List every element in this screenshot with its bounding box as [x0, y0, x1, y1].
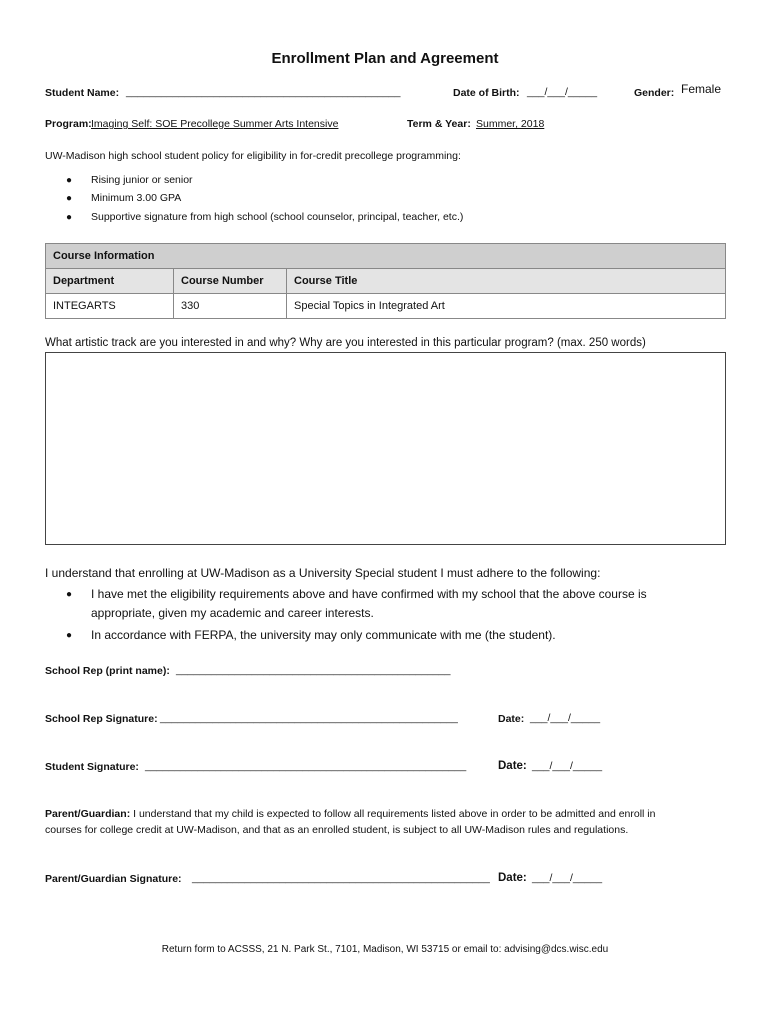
- table-cell: INTEGARTS: [46, 294, 174, 319]
- term-value: Summer, 2018: [476, 118, 545, 130]
- answer-textarea[interactable]: [45, 352, 726, 545]
- eligibility-item: Minimum 3.00 GPA: [91, 192, 182, 204]
- eligibility-item: Supportive signature from high school (school counselor, principal, teacher, etc.): [91, 211, 464, 223]
- bullet-icon: ●: [66, 589, 73, 600]
- parent-label: Parent/Guardian:: [45, 808, 131, 820]
- table-row: [46, 294, 726, 319]
- agreement-item: I have met the eligibility requirements above and have confirmed with my school that the above course is: [91, 587, 647, 601]
- student-name-label: Student Name:: [45, 87, 120, 99]
- table-cell: Special Topics in Integrated Art: [287, 294, 726, 319]
- date-label: Date:: [498, 760, 527, 772]
- page-title: Enrollment Plan and Agreement: [271, 50, 499, 67]
- agreement-item-continued: appropriate, given my academic and career interests.: [91, 606, 374, 620]
- footer-text: Return form to ACSSS, 21 N. Park St., 7101, Madison, WI 53715 or email to: advising@dcs.wisc.edu: [161, 944, 609, 955]
- bullet-icon: ●: [66, 175, 73, 186]
- parent-text: I understand that my child is expected to follow all requirements listed above in order to be admitted and enroll in: [130, 808, 656, 820]
- agreement-item: In accordance with FERPA, the university may only communicate with me (the student).: [91, 628, 556, 642]
- parent-signature-label: Parent/Guardian Signature:: [45, 873, 182, 885]
- dob-field[interactable]: ___/___/_____: [527, 86, 598, 98]
- column-header: Department: [46, 269, 174, 294]
- dob-label: Date of Birth:: [453, 87, 520, 99]
- program-value: Imaging Self: SOE Precollege Summer Arts Intensive: [91, 118, 339, 130]
- gender-label: Gender:: [634, 87, 675, 99]
- column-header: Course Number: [174, 269, 287, 294]
- student-name-field[interactable]: _______________________________________________: [126, 86, 401, 98]
- term-label: Term & Year:: [407, 118, 471, 130]
- bullet-icon: ●: [66, 630, 73, 641]
- eligibility-item: Rising junior or senior: [91, 174, 193, 186]
- student-signature-field[interactable]: _______________________________________________________: [145, 760, 467, 772]
- date-field[interactable]: ___/___/_____: [532, 872, 603, 884]
- course-table-caption: Course Information: [46, 244, 726, 269]
- parent-text-continued: courses for college credit at UW-Madison, and that as an enrolled student, is subject to all UW-Madison rules and regulations.: [45, 824, 629, 836]
- gender-field[interactable]: Female: [681, 82, 722, 96]
- date-field[interactable]: ___/___/_____: [532, 760, 603, 772]
- bullet-icon: ●: [66, 212, 73, 223]
- bullet-icon: ●: [66, 193, 73, 204]
- date-field[interactable]: ___/___/_____: [530, 712, 601, 724]
- school-rep-name-label: School Rep (print name):: [45, 665, 170, 677]
- date-label: Date:: [498, 713, 525, 725]
- question-text: What artistic track are you interested in and why? Why are you interested in this particular program? (max. 250 words): [45, 337, 646, 349]
- parent-signature-field[interactable]: ___________________________________________________: [192, 872, 490, 884]
- policy-text: UW-Madison high school student policy for eligibility in for-credit precollege programming:: [45, 150, 461, 162]
- column-header: Course Title: [287, 269, 726, 294]
- school-rep-signature-label: School Rep Signature:: [45, 713, 158, 725]
- school-rep-name-field[interactable]: _______________________________________________: [176, 664, 451, 676]
- student-signature-label: Student Signature:: [45, 761, 139, 773]
- date-label: Date:: [498, 872, 527, 884]
- table-cell: 330: [174, 294, 287, 319]
- school-rep-signature-field[interactable]: ___________________________________________________: [160, 712, 458, 724]
- parent-statement: [45, 808, 655, 820]
- understand-text: I understand that enrolling at UW-Madison as a University Special student I must adhere to the following:: [45, 566, 601, 580]
- program-label: Program:: [45, 118, 92, 130]
- course-table: [45, 243, 726, 319]
